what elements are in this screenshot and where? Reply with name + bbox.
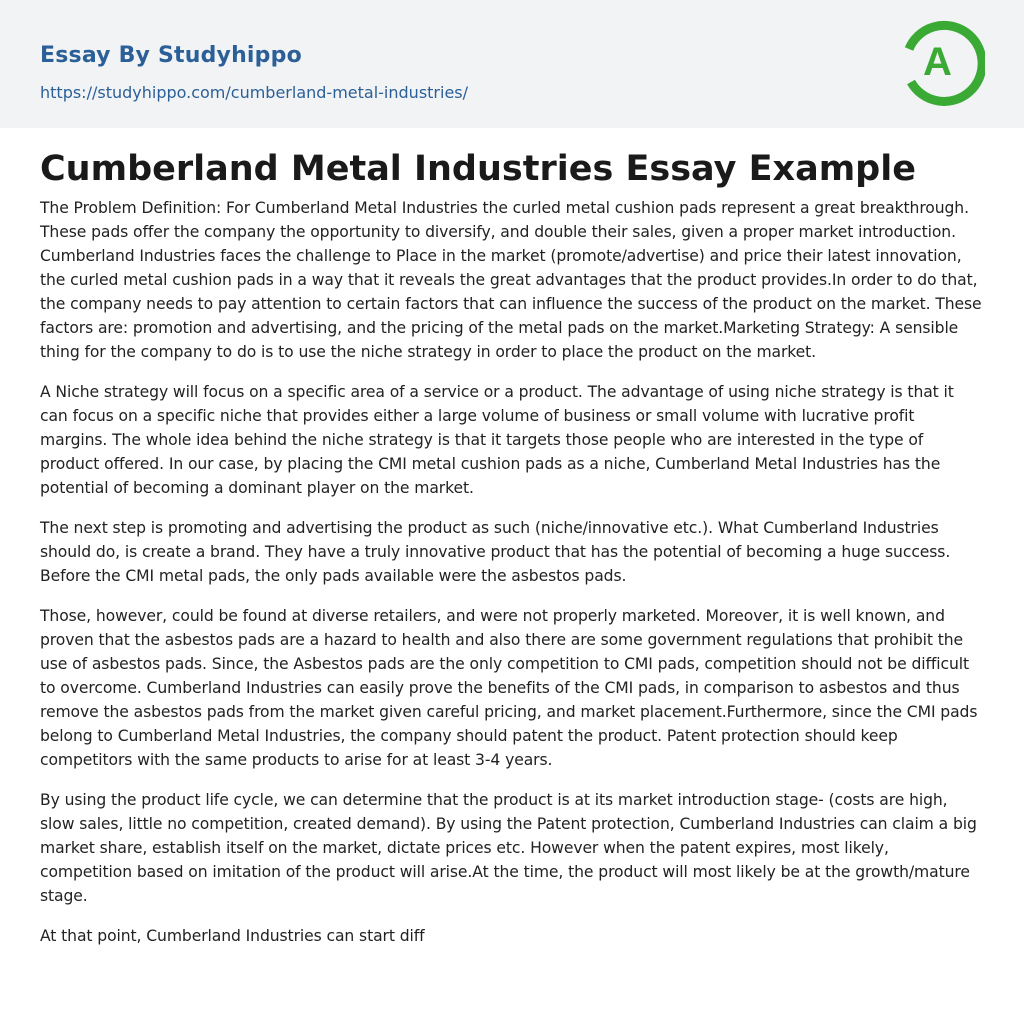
source-url-link[interactable]: https://studyhippo.com/cumberland-metal-industries/ [40,83,469,102]
paragraph: A Niche strategy will focus on a specific area of a service or a product. The advantage of using niche strategy is that it can focus on a specific niche that provides either a large volume of business or small volume with lucrative profit margins. The whole idea behind the niche strategy is that it targets those people who are interested in the type of product offered. In our case, by placing the CMI metal cushion pads as a niche, Cumberland Metal Industries has the potential of becoming a dominant player on the market. [40,383,954,497]
paragraph: The Problem Definition: For Cumberland Metal Industries the curled metal cushion pads represent a great breakthrough. These pads offer the company the opportunity to diversify, and double their sales, given a proper market introduction. Cumberland Industries faces the challenge to Place in the market (promote/advertise) and price their latest innovation, the curled metal cushion pads in a way that it reveals the great advantages that the product provides.In order to do that, the company needs to pay attention to certain factors that can influence the success of the product on the market. These factors are: promotion and advertising, and the pricing of the metal pads on the market.Marketing Strategy: A sensible thing for the company to do is to use the niche strategy in order to place the product on the market. [40,199,982,361]
logo-letter: A [923,40,952,84]
paragraph: Those, however, could be found at diverse retailers, and were not properly marketed. Moreover, it is well known, and proven that the asbestos pads are a hazard to health and also there are some government regulations that prohibit the use of asbestos pads. Since, the Asbestos pads are the only competition to CMI pads, competition should not be difficult to overcome. Cumberland Industries can easily prove the benefits of the CMI pads, in comparison to asbestos and thus remove the asbestos pads from the market given careful pricing, and market placement.Furthermore, since the CMI pads belong to Cumberland Metal Industries, the company should patent the product. Patent protection should keep competitors with the same products to arise for at least 3-4 years. [40,607,978,769]
paragraph: The next step is promoting and advertising the product as such (niche/innovative etc.). What Cumberland Industries should do, is create a brand. They have a truly innovative product that has the potential of becoming a huge success. Before the CMI metal pads, the only pads available were the asbestos pads. [40,519,951,585]
page-title: Cumberland Metal Industries Essay Example [40,149,916,189]
article [0,128,1024,948]
logo-icon[interactable] [897,19,985,107]
site-brand[interactable]: Essay By Studyhippo [40,43,302,68]
paragraph: At that point, Cumberland Industries can start diff [40,927,425,945]
site-header [0,0,1024,128]
paragraph: By using the product life cycle, we can determine that the product is at its market introduction stage- (costs are high, slow sales, little no competition, created demand). By using the Patent protection, Cumberland Industries can claim a big market share, establish itself on the market, dictate prices etc. However when the patent expires, most likely, competition based on imitation of the product will arise.At the time, the product will most likely be at the growth/mature stage. [40,791,977,905]
